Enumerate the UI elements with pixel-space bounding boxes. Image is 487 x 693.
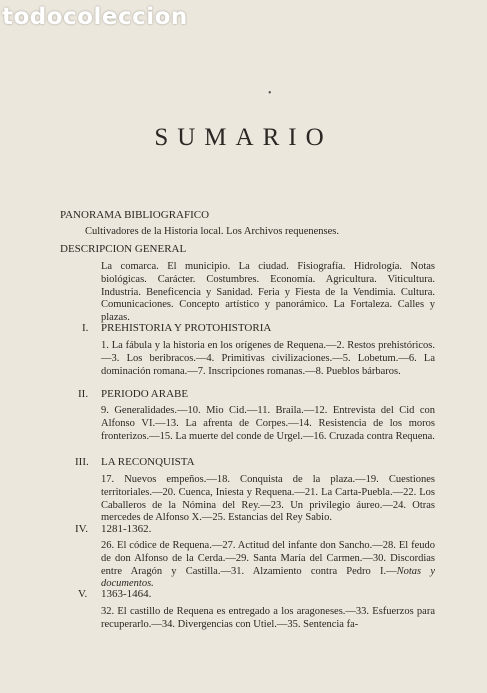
section-text-panorama: Cultivadores de la Historia local. Los Archivos requenenses.	[85, 226, 339, 237]
section-text-4-italic: Notas y documentos.	[101, 565, 436, 590]
section-text-3: 17. Nuevos empeños.—18. Conquista de la plaza.—19. Cuestiones territoriales.—20. Cuenca, Iniesta y Requena.—21. La Carta-Puebla.—22. Los Caballeros de la Nómina del Rey.—23. Un privilegio áureo.—24. Otras mercedes de Alfonso X.—25. Estancias del Rey Sabio.	[101, 474, 435, 524]
section-number-4: IV.	[75, 523, 88, 535]
section-number-3: III.	[75, 456, 89, 468]
section-text-4	[101, 540, 435, 591]
section-heading-3: LA RECONQUISTA	[101, 456, 195, 468]
section-text-descripcion: La comarca. El municipio. La ciudad. Fisiografía. Hidrología. Notas biológicas. Carácter. Costumbres. Economía. Agricultura. Viticultura. Industria. Beneficencia y Sanidad. Feria y Fiesta de la Vendimia. Cultura. Comunicaciones. Concepto artístico y panorámico. La Fortaleza. Calles y plazas.	[101, 261, 435, 324]
ornament-dot: •	[268, 88, 272, 99]
section-heading-2: PERIODO ARABE	[101, 388, 189, 400]
page-title: SUMARIO	[154, 124, 333, 151]
section-text-2: 9. Generalidades.—10. Mio Cid.—11. Braila.—12. Entrevista del Cid con Alfonso VI.—13. La afrenta de Corpes.—14. Resistencia de los moros fronterizos.—15. La muerte del conde de Urgel.—16. Cruzada contra Requena.	[101, 405, 435, 442]
section-number-1: I.	[82, 322, 89, 334]
section-text-5: 32. El castillo de Requena es entregado a los aragoneses.—33. Esfuerzos para recuperarlo.—34. Divergencias con Utiel.—35. Sentencia fa-	[101, 606, 435, 630]
section-heading-descripcion: DESCRIPCION GENERAL	[60, 243, 187, 255]
section-heading-panorama: PANORAMA BIBLIOGRAFICO	[60, 209, 210, 221]
section-heading-4: 1281-1362.	[101, 523, 152, 535]
section-number-2: II.	[78, 388, 89, 400]
section-number-5: V.	[78, 588, 88, 600]
section-text-4-body: 26. El códice de Requena.—27. Actitud del infante don Sancho.—28. El feudo de don Alfonso de la Cerda.—29. Santa María del Carmen.—30. Discordias entre Aragón y Castilla.—31. Alzamiento contra Pedro I.—	[101, 540, 435, 577]
section-heading-1: PREHISTORIA Y PROTOHISTORIA	[101, 322, 272, 334]
section-heading-5: 1363-1464.	[101, 588, 152, 600]
section-text-1: 1. La fábula y la historia en los orígenes de Requena.—2. Restos prehistóricos.—3. Los beribracos.—4. Primitivas civilizaciones.—5. Lobetum.—6. La dominación romana.—7. Inscripciones romanas.—8. Pueblos bárbaros.	[101, 340, 435, 377]
watermark: todocoleccion	[2, 4, 188, 30]
